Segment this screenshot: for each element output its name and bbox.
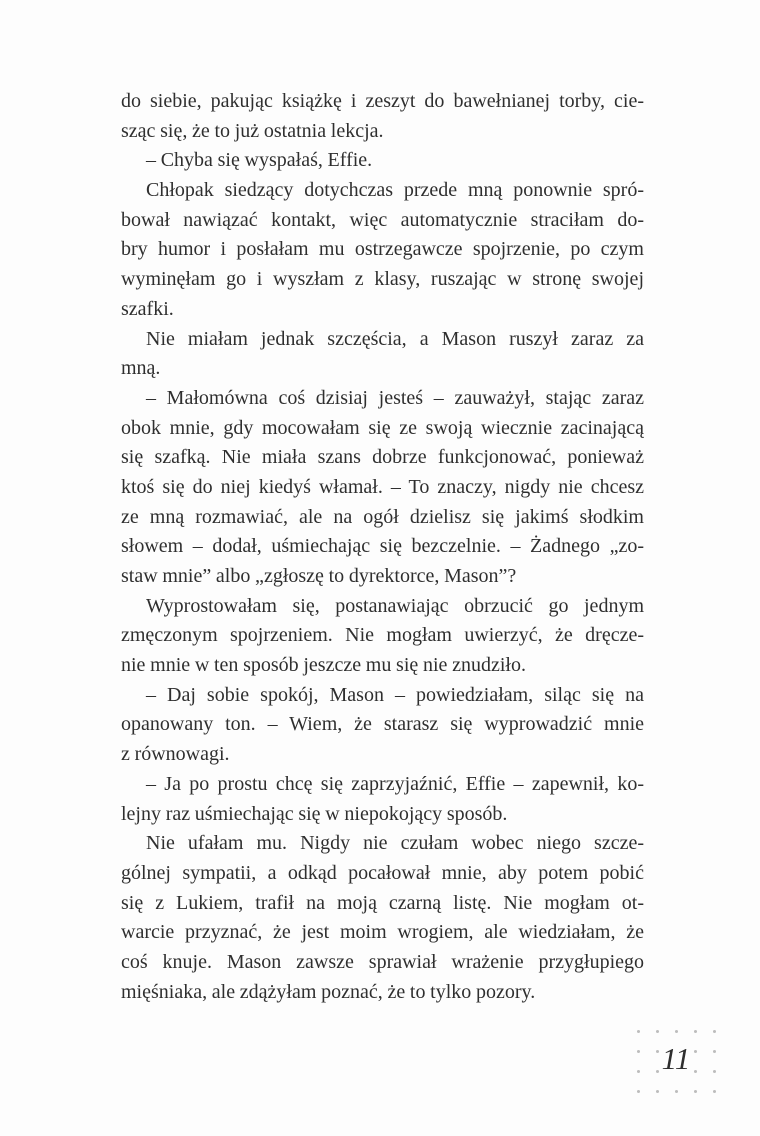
text-line: słowem – dodał, uśmiechając się bezczelnie. – Żadnego „zo- — [121, 535, 644, 558]
dot — [637, 1070, 640, 1073]
dot-cell — [648, 1081, 667, 1101]
dot — [637, 1030, 640, 1033]
dot — [656, 1090, 659, 1093]
dot-cell — [629, 1081, 648, 1101]
dot — [713, 1090, 716, 1093]
text-line: ktoś się do niej kiedyś włamał. – To znaczy, nigdy nie chcesz — [121, 475, 644, 498]
text-line: Nie ufałam mu. Nigdy nie czułam wobec niego szcze- — [146, 832, 644, 855]
text-line: wyminęłam go i wyszłam z klasy, ruszając w stronę swojej — [121, 268, 644, 291]
dot-cell — [629, 1061, 648, 1081]
text-line: – Chyba się wyspałaś, Effie. — [146, 149, 373, 172]
text-line: się szafką. Nie miała szans dobrze funkcjonować, ponieważ — [121, 446, 644, 469]
dot-cell — [705, 1041, 724, 1061]
dot — [637, 1050, 640, 1053]
dot — [713, 1050, 716, 1053]
text-line: do siebie, pakując książkę i zeszyt do bawełnianej torby, cie- — [121, 90, 644, 112]
text-line: – Ja po prostu chcę się zaprzyjaźnić, Effie – zapewnił, ko- — [146, 772, 644, 795]
text-line: zmęczonym spojrzeniem. Nie mogłam uwierzyć, że dręcze- — [121, 624, 644, 647]
text-line: bry humor i posłałam mu ostrzegawcze spojrzenie, po czym — [121, 238, 644, 261]
dot — [694, 1030, 697, 1033]
dot-cell — [667, 1081, 686, 1101]
text-line: sząc się, że to już ostatnia lekcja. — [121, 119, 384, 142]
text-line: Nie miałam jednak szczęścia, a Mason ruszył zaraz za — [146, 327, 644, 350]
text-line: bował nawiązać kontakt, więc automatycznie straciłam do- — [121, 208, 644, 231]
dot — [694, 1070, 697, 1073]
dot — [694, 1090, 697, 1093]
text-line: Wyprostowałam się, postanawiając obrzucić go jednym — [146, 594, 644, 617]
dot-cell — [667, 1021, 686, 1041]
dot — [713, 1030, 716, 1033]
text-line: gólnej sympatii, a odkąd pocałował mnie, aby potem pobić — [121, 861, 644, 884]
dot-cell — [648, 1021, 667, 1041]
dot — [694, 1050, 697, 1053]
dot — [656, 1030, 659, 1033]
text-line: nie mnie w ten sposób jeszcze mu się nie znudziło. — [121, 654, 526, 677]
dot — [675, 1090, 678, 1093]
dot-cell — [705, 1061, 724, 1081]
text-line: staw mnie” albo „zgłoszę to dyrektorce, Mason”? — [121, 565, 517, 587]
dot — [713, 1070, 716, 1073]
text-line: – Małomówna coś dzisiaj jesteś – zauważył, stając zaraz — [146, 386, 644, 409]
dot-cell — [705, 1021, 724, 1041]
dot-cell — [629, 1021, 648, 1041]
page-number: 11 — [661, 1041, 691, 1076]
text-line: mięśniaka, ale zdążyłam poznać, że to tylko pozory. — [121, 980, 536, 1003]
text-line: lejny raz uśmiechając się w niepokojący sposób. — [121, 802, 508, 825]
text-line: opanowany ton. – Wiem, że starasz się wyprowadzić mnie — [121, 713, 644, 736]
dot-cell — [705, 1081, 724, 1101]
text-line: – Daj sobie spokój, Mason – powiedziałam, siląc się na — [146, 683, 644, 706]
dot-cell — [686, 1021, 705, 1041]
body-text — [121, 87, 644, 1007]
text-line: coś knuje. Mason zawsze sprawiał wrażenie przygłupiego — [121, 950, 644, 973]
text-line: Chłopak siedzący dotychczas przede mną ponownie spró- — [146, 179, 644, 202]
dot-cell — [629, 1041, 648, 1061]
text-line: obok mnie, gdy mocowałam się ze swoją wiecznie zacinającą — [121, 416, 644, 439]
text-line: się z Lukiem, trafił na moją czarną listę. Nie mogłam ot- — [121, 891, 644, 914]
text-line: ze mną rozmawiać, ale na ogół dzielisz się jakimś słodkim — [121, 505, 644, 528]
dot — [675, 1030, 678, 1033]
text-line: warcie przyznać, że jest moim wrogiem, ale wiedziałam, że — [121, 921, 644, 944]
dot-cell — [686, 1081, 705, 1101]
text-line: z równowagi. — [121, 743, 230, 766]
text-line: szafki. — [121, 297, 174, 320]
dot — [637, 1090, 640, 1093]
text-line: mną. — [121, 357, 161, 380]
